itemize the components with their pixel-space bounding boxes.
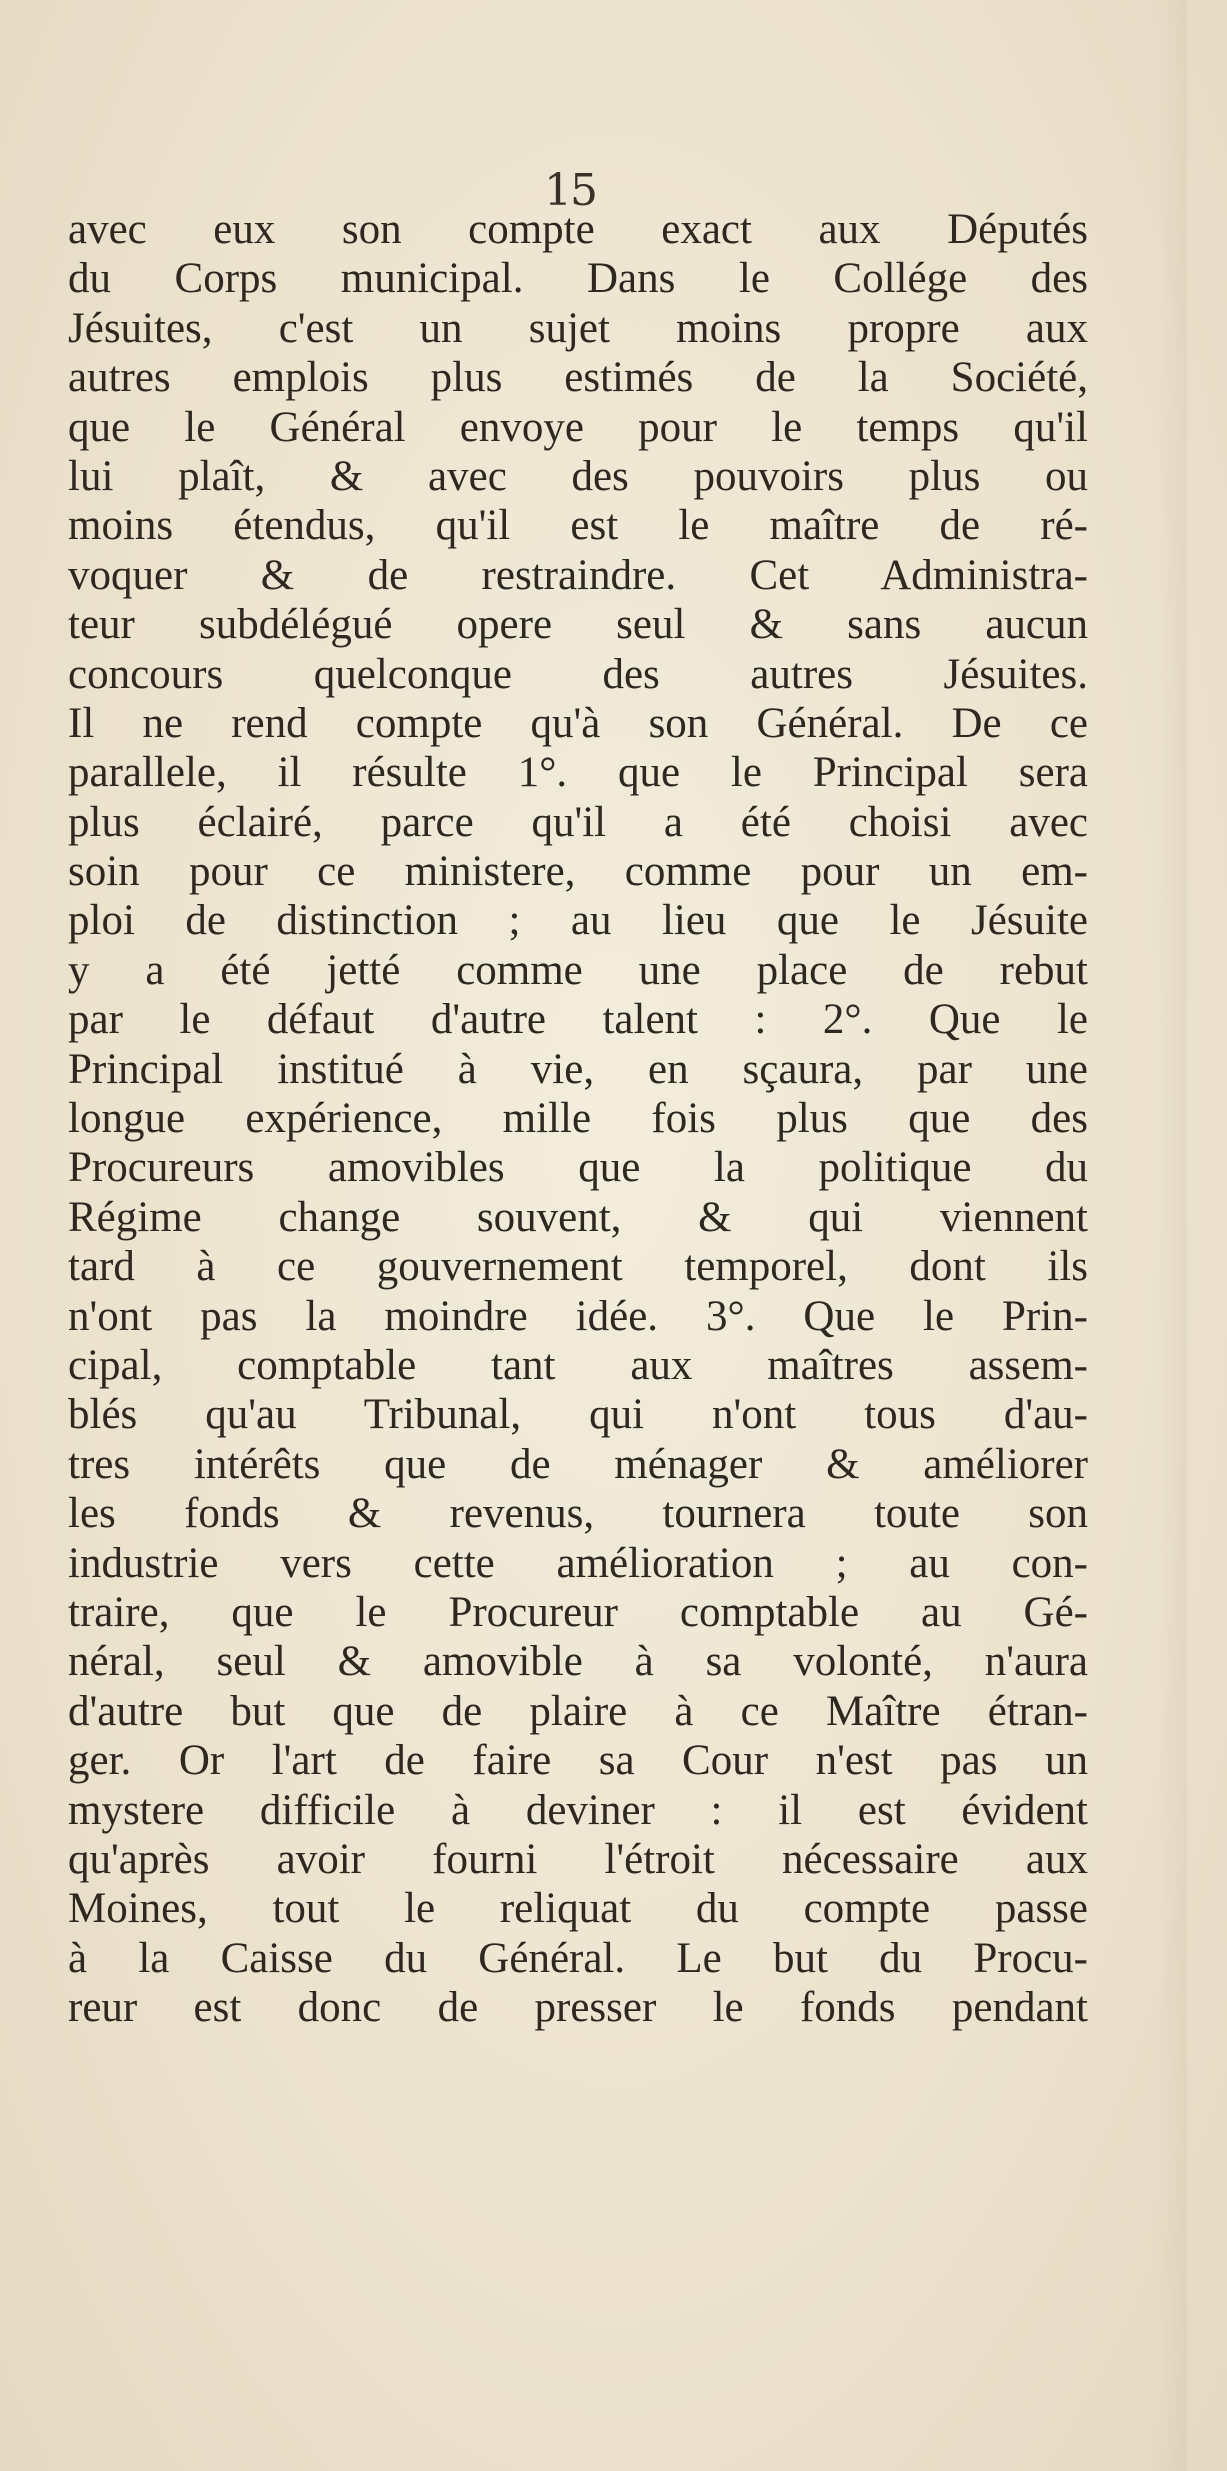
- text-line: par le défaut d'autre talent : 2°. Que le: [68, 996, 1088, 1044]
- text-line: soin pour ce ministere, comme pour un em-: [68, 848, 1088, 896]
- text-line: lui plaît, & avec des pouvoirs plus ou: [68, 452, 1088, 500]
- text-line: que le Général envoye pour le temps qu'il: [68, 403, 1088, 451]
- text-line: reur est donc de presser le fonds pendant: [68, 1984, 1088, 2032]
- text-line: teur subdélégué opere seul & sans aucun: [68, 601, 1088, 649]
- text-line: traire, que le Procureur comptable au Gé-: [68, 1588, 1088, 1636]
- body-text: [68, 205, 1088, 2032]
- text-line: longue expérience, mille fois plus que des: [68, 1095, 1088, 1143]
- text-line: y a été jetté comme une place de rebut: [68, 946, 1088, 994]
- text-line: tard à ce gouvernement temporel, dont ils: [68, 1243, 1088, 1291]
- text-line: tres intérêts que de ménager & améliorer: [68, 1440, 1088, 1488]
- text-line: Procureurs amovibles que la politique du: [68, 1144, 1088, 1192]
- text-line: n'ont pas la moindre idée. 3°. Que le Prin-: [68, 1292, 1088, 1340]
- text-line: d'autre but que de plaire à ce Maître étran-: [68, 1687, 1088, 1735]
- text-line: Principal institué à vie, en sçaura, par une: [68, 1045, 1088, 1093]
- text-line: voquer & de restraindre. Cet Administra-: [68, 551, 1088, 599]
- text-line: néral, seul & amovible à sa volonté, n'aura: [68, 1638, 1088, 1686]
- text-line: concours quelconque des autres Jésuites.: [68, 650, 1088, 698]
- text-line: Il ne rend compte qu'à son Général. De ce: [68, 699, 1088, 747]
- text-line: à la Caisse du Général. Le but du Procu-: [68, 1934, 1088, 1982]
- text-line: industrie vers cette amélioration ; au con-: [68, 1539, 1088, 1587]
- text-line: mystere difficile à deviner : il est évident: [68, 1786, 1088, 1834]
- text-line: parallele, il résulte 1°. que le Principal sera: [68, 749, 1088, 797]
- page-edge-shadow: [1157, 0, 1187, 2471]
- text-line: ploi de distinction ; au lieu que le Jésuite: [68, 897, 1088, 945]
- text-line: plus éclairé, parce qu'il a été choisi avec: [68, 798, 1088, 846]
- text-line: qu'après avoir fourni l'étroit nécessaire aux: [68, 1835, 1088, 1883]
- text-line: moins étendus, qu'il est le maître de ré-: [68, 502, 1088, 550]
- text-line: ger. Or l'art de faire sa Cour n'est pas un: [68, 1737, 1088, 1785]
- text-line: blés qu'au Tribunal, qui n'ont tous d'au-: [68, 1391, 1088, 1439]
- text-line: du Corps municipal. Dans le Collége des: [68, 255, 1088, 303]
- text-line: Régime change souvent, & qui viennent: [68, 1193, 1088, 1241]
- page-number: 15: [544, 165, 596, 216]
- text-line: avec eux son compte exact aux Députés: [68, 206, 1088, 253]
- text-line: cipal, comptable tant aux maîtres assem-: [68, 1341, 1088, 1389]
- text-line: les fonds & revenus, tournera toute son: [68, 1490, 1088, 1538]
- text-line: Moines, tout le reliquat du compte passe: [68, 1885, 1088, 1933]
- text-line: Jésuites, c'est un sujet moins propre aux: [68, 304, 1088, 352]
- text-line: autres emplois plus estimés de la Société,: [68, 354, 1088, 402]
